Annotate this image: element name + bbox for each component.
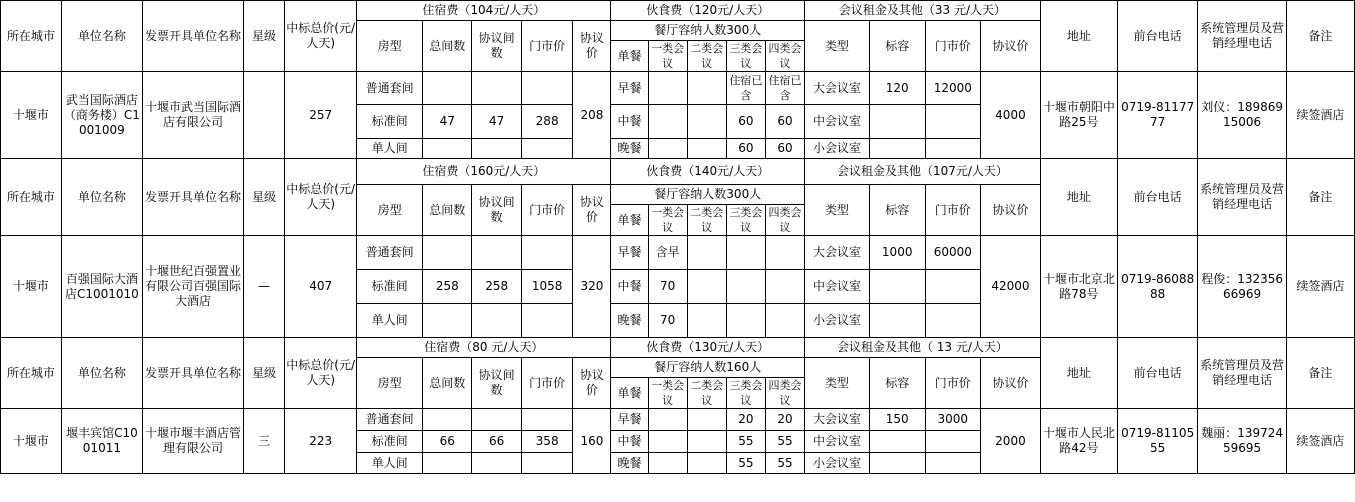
- header-manager: 系统管理员及营销经理电话: [1198, 1, 1287, 72]
- hotel-bid-price: 407: [285, 236, 357, 338]
- room-agreement-price: 320: [573, 236, 611, 338]
- room-agreement-price: 160: [573, 409, 611, 474]
- room-rack-rate: [521, 139, 572, 159]
- meeting-fee-header: 会议租金及其他（33 元/人天）: [805, 1, 1041, 21]
- room-rack-rate: [521, 72, 572, 105]
- room-type: 标准间: [357, 270, 423, 304]
- header-star: 星级: [243, 159, 284, 236]
- room-rack-rate: [521, 453, 572, 474]
- header-meal-class: 二类会议: [687, 41, 726, 72]
- meal-price: 含早: [648, 236, 687, 270]
- meal-price: [765, 270, 804, 304]
- meal-price: [726, 236, 765, 270]
- header-agreement-price: 协议价: [573, 185, 611, 236]
- hotel-city: 十堰市: [1, 236, 62, 338]
- meeting-agreement-price: 42000: [981, 236, 1041, 338]
- room-total: [423, 139, 472, 159]
- meal-name: 早餐: [611, 72, 648, 105]
- header-meeting-type: 类型: [805, 358, 870, 409]
- meal-name: 晚餐: [611, 304, 648, 338]
- header-city: 所在城市: [1, 1, 62, 72]
- meeting-rack-rate: 60000: [925, 236, 981, 270]
- hotel-invoice-unit: 十堰市武当国际酒店有限公司: [143, 72, 244, 159]
- header-remark: 备注: [1286, 159, 1354, 236]
- room-type: 标准间: [357, 105, 423, 139]
- table-row: [1, 72, 1355, 105]
- hotel-remark: 续签酒店: [1286, 236, 1354, 338]
- hotel-name: 堰丰宾馆C1001011: [61, 409, 142, 474]
- header-bid-price: 中标总价(元/人天): [285, 159, 357, 236]
- meeting-agreement-price: 4000: [981, 72, 1041, 159]
- header-meal-class: 三类会议: [726, 41, 765, 72]
- header-meeting-agreement-price: 协议价: [981, 358, 1041, 409]
- meal-price: 住宿已含: [726, 72, 765, 105]
- room-rack-rate: [521, 236, 572, 270]
- hotel-remark: 续签酒店: [1286, 72, 1354, 159]
- header-agreement-price: 协议价: [573, 358, 611, 409]
- room-rack-rate: [521, 409, 572, 431]
- meal-price: 55: [765, 431, 804, 453]
- hotel-phone: 0719-8110555: [1118, 409, 1198, 474]
- header-single-meal: 单餐: [611, 41, 648, 72]
- hotel-manager: 程俊：13235666969: [1198, 236, 1287, 338]
- header-meal-class: 一类会议: [648, 205, 687, 236]
- meeting-fee-header: 会议租金及其他（ 13 元/人天）: [805, 338, 1041, 358]
- header-room-type: 房型: [357, 21, 423, 72]
- header-invoice-unit: 发票开具单位名称: [143, 1, 244, 72]
- meal-price: 60: [765, 139, 804, 159]
- room-type: 标准间: [357, 431, 423, 453]
- meal-name: 晚餐: [611, 139, 648, 159]
- meeting-rack-rate-empty: [925, 105, 981, 139]
- meeting-room-type: 大会议室: [805, 72, 870, 105]
- header-bid-price: 中标总价(元/人天): [285, 1, 357, 72]
- header-rack-rate: 门市价: [521, 185, 572, 236]
- table-row: [1, 159, 1355, 185]
- hotel-city: 十堰市: [1, 409, 62, 474]
- restaurant-capacity: 餐厅容纳人数300人: [611, 185, 805, 205]
- header-agreement-rooms: 协议间数: [472, 21, 521, 72]
- header-address: 地址: [1040, 1, 1117, 72]
- hotel-invoice-unit: 十堰市堰丰酒店管理有限公司: [143, 409, 244, 474]
- header-meeting-rack-rate: 门市价: [925, 21, 981, 72]
- header-room-type: 房型: [357, 358, 423, 409]
- meeting-rack-rate-empty: [925, 139, 981, 159]
- header-bid-price: 中标总价(元/人天): [285, 338, 357, 409]
- meal-price: 55: [726, 431, 765, 453]
- header-invoice-unit: 发票开具单位名称: [143, 159, 244, 236]
- hotel-address: 十堰市朝阳中路25号: [1040, 72, 1117, 159]
- header-meeting-type: 类型: [805, 185, 870, 236]
- header-meeting-capacity: 标容: [869, 21, 925, 72]
- meeting-capacity: 1000: [869, 236, 925, 270]
- header-star: 星级: [243, 1, 284, 72]
- header-room-type: 房型: [357, 185, 423, 236]
- hotel-manager: 刘仪：18986915006: [1198, 72, 1287, 159]
- hotel-manager: 魏丽：13972459695: [1198, 409, 1287, 474]
- meeting-rack-rate: 3000: [925, 409, 981, 431]
- header-meal-class: 三类会议: [726, 205, 765, 236]
- room-agreement-count: [472, 139, 521, 159]
- header-total-rooms: 总间数: [423, 185, 472, 236]
- header-rack-rate: 门市价: [521, 358, 572, 409]
- table-row: [1, 1, 1355, 21]
- header-address: 地址: [1040, 338, 1117, 409]
- hotel-bid-price: 257: [285, 72, 357, 159]
- room-agreement-count: [472, 453, 521, 474]
- header-manager: 系统管理员及营销经理电话: [1198, 159, 1287, 236]
- header-total-rooms: 总间数: [423, 358, 472, 409]
- meeting-room-type: 大会议室: [805, 236, 870, 270]
- table-row: [1, 409, 1355, 431]
- meeting-room-type: 小会议室: [805, 453, 870, 474]
- restaurant-capacity: 餐厅容纳人数300人: [611, 21, 805, 41]
- room-agreement-count: [472, 236, 521, 270]
- header-agreement-rooms: 协议间数: [472, 185, 521, 236]
- header-star: 星级: [243, 338, 284, 409]
- header-agreement-rooms: 协议间数: [472, 358, 521, 409]
- header-meal-class: 四类会议: [765, 205, 804, 236]
- meal-price: [648, 72, 687, 105]
- room-rack-rate: 358: [521, 431, 572, 453]
- meal-price: 55: [765, 453, 804, 474]
- meal-price: [687, 409, 726, 431]
- meeting-rack-rate-empty: [925, 431, 981, 453]
- room-total: 47: [423, 105, 472, 139]
- meal-price: [687, 236, 726, 270]
- lodging-fee-header: 住宿费（160元/人天）: [357, 159, 611, 185]
- room-agreement-count: 47: [472, 105, 521, 139]
- room-agreement-count: [472, 72, 521, 105]
- header-meal-class: 一类会议: [648, 41, 687, 72]
- meal-price: 60: [726, 105, 765, 139]
- meeting-room-type: 中会议室: [805, 270, 870, 304]
- room-type: 单人间: [357, 139, 423, 159]
- meeting-room-type: 中会议室: [805, 431, 870, 453]
- hotel-city: 十堰市: [1, 72, 62, 159]
- header-front-desk-phone: 前台电话: [1118, 159, 1198, 236]
- restaurant-capacity: 餐厅容纳人数160人: [611, 358, 805, 378]
- meeting-capacity-empty: [869, 105, 925, 139]
- meal-price: [687, 72, 726, 105]
- room-total: 258: [423, 270, 472, 304]
- room-total: [423, 409, 472, 431]
- meeting-room-type: 大会议室: [805, 409, 870, 431]
- meal-price: 住宿已含: [765, 72, 804, 105]
- room-rack-rate: 288: [521, 105, 572, 139]
- meal-price: [648, 409, 687, 431]
- header-manager: 系统管理员及营销经理电话: [1198, 338, 1287, 409]
- meeting-capacity-empty: [869, 453, 925, 474]
- meeting-rack-rate-empty: [925, 453, 981, 474]
- header-meal-class: 四类会议: [765, 41, 804, 72]
- meal-price: [765, 304, 804, 338]
- header-meal-class: 四类会议: [765, 378, 804, 409]
- meal-name: 中餐: [611, 431, 648, 453]
- header-remark: 备注: [1286, 338, 1354, 409]
- header-remark: 备注: [1286, 1, 1354, 72]
- header-rack-rate: 门市价: [521, 21, 572, 72]
- meal-price: [687, 453, 726, 474]
- meeting-rack-rate: 12000: [925, 72, 981, 105]
- header-meal-class: 三类会议: [726, 378, 765, 409]
- room-agreement-price: 208: [573, 72, 611, 159]
- header-meeting-capacity: 标容: [869, 358, 925, 409]
- meal-price: 60: [765, 105, 804, 139]
- meal-price: [687, 304, 726, 338]
- meal-name: 中餐: [611, 105, 648, 139]
- meeting-room-type: 小会议室: [805, 139, 870, 159]
- meal-name: 晚餐: [611, 453, 648, 474]
- lodging-fee-header: 住宿费（80 元/人天）: [357, 338, 611, 358]
- meeting-capacity: 150: [869, 409, 925, 431]
- hotel-star: [243, 72, 284, 159]
- room-type: 单人间: [357, 453, 423, 474]
- header-meeting-capacity: 标容: [869, 185, 925, 236]
- header-meeting-rack-rate: 门市价: [925, 358, 981, 409]
- meeting-room-type: 小会议室: [805, 304, 870, 338]
- meal-fee-header: 伙食费（140元/人天）: [611, 159, 805, 185]
- meal-price: [687, 270, 726, 304]
- header-meeting-agreement-price: 协议价: [981, 185, 1041, 236]
- meal-price: [687, 431, 726, 453]
- room-total: [423, 72, 472, 105]
- header-meal-class: 二类会议: [687, 205, 726, 236]
- room-agreement-count: 66: [472, 431, 521, 453]
- room-agreement-count: 258: [472, 270, 521, 304]
- room-rack-rate: 1058: [521, 270, 572, 304]
- room-agreement-count: [472, 409, 521, 431]
- header-address: 地址: [1040, 159, 1117, 236]
- header-city: 所在城市: [1, 159, 62, 236]
- hotel-phone: 0719-8608888: [1118, 236, 1198, 338]
- room-rack-rate: [521, 304, 572, 338]
- lodging-fee-header: 住宿费（104元/人天）: [357, 1, 611, 21]
- meal-price: 20: [726, 409, 765, 431]
- header-meeting-agreement-price: 协议价: [981, 21, 1041, 72]
- meeting-capacity-empty: [869, 431, 925, 453]
- hotel-star: 三: [243, 409, 284, 474]
- meeting-room-type: 中会议室: [805, 105, 870, 139]
- header-total-rooms: 总间数: [423, 21, 472, 72]
- meal-price: [726, 270, 765, 304]
- hotel-invoice-unit: 十堰世纪百强置业有限公司百强国际大酒店: [143, 236, 244, 338]
- meal-name: 早餐: [611, 236, 648, 270]
- meeting-capacity: 120: [869, 72, 925, 105]
- room-type: 单人间: [357, 304, 423, 338]
- meeting-rack-rate-empty: [925, 304, 981, 338]
- header-unit-name: 单位名称: [61, 1, 142, 72]
- hotel-address: 十堰市北京北路78号: [1040, 236, 1117, 338]
- header-meeting-rack-rate: 门市价: [925, 185, 981, 236]
- hotel-bid-price: 223: [285, 409, 357, 474]
- header-unit-name: 单位名称: [61, 338, 142, 409]
- meal-price: 70: [648, 270, 687, 304]
- meeting-fee-header: 会议租金及其他（107元/人天）: [805, 159, 1041, 185]
- meal-price: [648, 139, 687, 159]
- meal-price: 55: [726, 453, 765, 474]
- meal-name: 早餐: [611, 409, 648, 431]
- hotel-name: 百强国际大酒店C1001010: [61, 236, 142, 338]
- header-single-meal: 单餐: [611, 378, 648, 409]
- meal-price: [648, 431, 687, 453]
- meeting-rack-rate-empty: [925, 270, 981, 304]
- meal-price: 60: [726, 139, 765, 159]
- header-front-desk-phone: 前台电话: [1118, 338, 1198, 409]
- meal-fee-header: 伙食费（130元/人天）: [611, 338, 805, 358]
- room-type: 普通套间: [357, 72, 423, 105]
- meal-price: [648, 453, 687, 474]
- header-meal-class: 二类会议: [687, 378, 726, 409]
- meal-name: 中餐: [611, 270, 648, 304]
- room-agreement-count: [472, 304, 521, 338]
- room-total: [423, 304, 472, 338]
- header-single-meal: 单餐: [611, 205, 648, 236]
- meeting-agreement-price: 2000: [981, 409, 1041, 474]
- header-unit-name: 单位名称: [61, 159, 142, 236]
- room-type: 普通套间: [357, 409, 423, 431]
- room-total: [423, 453, 472, 474]
- header-invoice-unit: 发票开具单位名称: [143, 338, 244, 409]
- header-agreement-price: 协议价: [573, 21, 611, 72]
- meeting-capacity-empty: [869, 270, 925, 304]
- meal-price: [765, 236, 804, 270]
- meal-price: 70: [648, 304, 687, 338]
- header-front-desk-phone: 前台电话: [1118, 1, 1198, 72]
- meeting-capacity-empty: [869, 304, 925, 338]
- header-city: 所在城市: [1, 338, 62, 409]
- hotel-star: —: [243, 236, 284, 338]
- meal-price: [648, 105, 687, 139]
- meeting-capacity-empty: [869, 139, 925, 159]
- room-total: [423, 236, 472, 270]
- table-row: [1, 338, 1355, 358]
- header-meal-class: 一类会议: [648, 378, 687, 409]
- room-type: 普通套间: [357, 236, 423, 270]
- hotel-address: 十堰市人民北路42号: [1040, 409, 1117, 474]
- meal-fee-header: 伙食费（120元/人天）: [611, 1, 805, 21]
- meal-price: [687, 139, 726, 159]
- header-meeting-type: 类型: [805, 21, 870, 72]
- table-row: [1, 236, 1355, 270]
- hotel-name: 武当国际酒店（商务楼）C1001009: [61, 72, 142, 159]
- hotel-remark: 续签酒店: [1286, 409, 1354, 474]
- meal-price: 20: [765, 409, 804, 431]
- hotel-phone: 0719-8117777: [1118, 72, 1198, 159]
- meal-price: [687, 105, 726, 139]
- meal-price: [726, 304, 765, 338]
- room-total: 66: [423, 431, 472, 453]
